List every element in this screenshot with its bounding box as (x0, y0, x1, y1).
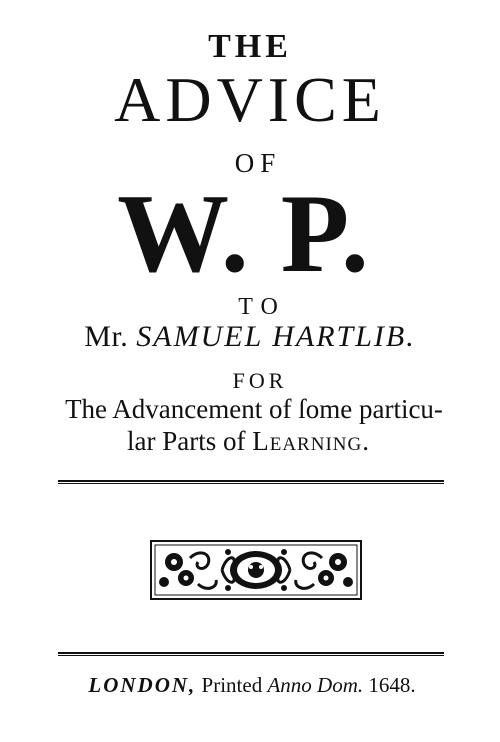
imprint-printed: Printed (196, 673, 268, 697)
title-advice: ADVICE (114, 64, 386, 135)
title-the: THE (208, 28, 292, 65)
recipient-name: SAMUEL HARTLIB. (136, 320, 416, 353)
author-initials: W. P. (117, 172, 371, 296)
purpose-line-2 (0, 428, 498, 455)
title-to: TO (238, 294, 286, 320)
imprint-anno: Anno Dom. (267, 673, 364, 697)
imprint-year: 1648. (363, 673, 416, 697)
bottom-rule (58, 652, 444, 654)
imprint-city: LONDON, (88, 673, 197, 697)
recipient-line (0, 322, 500, 352)
title-for: FOR (232, 368, 288, 393)
imprint-line (2, 675, 500, 696)
top-rule (58, 480, 444, 482)
purpose-line-2-end: . (362, 426, 369, 456)
purpose-line-2-start: lar Parts of (127, 426, 253, 456)
title-of: OF (234, 148, 282, 178)
purpose-learning: Learning (252, 426, 363, 456)
recipient-prefix: Mr. (84, 320, 129, 353)
bottom-rule-thin (58, 655, 444, 656)
top-rule-thin (58, 483, 444, 484)
floral-printers-ornament-icon (150, 540, 362, 600)
purpose-line-1: The Advancement of ſome particu- (65, 394, 443, 424)
